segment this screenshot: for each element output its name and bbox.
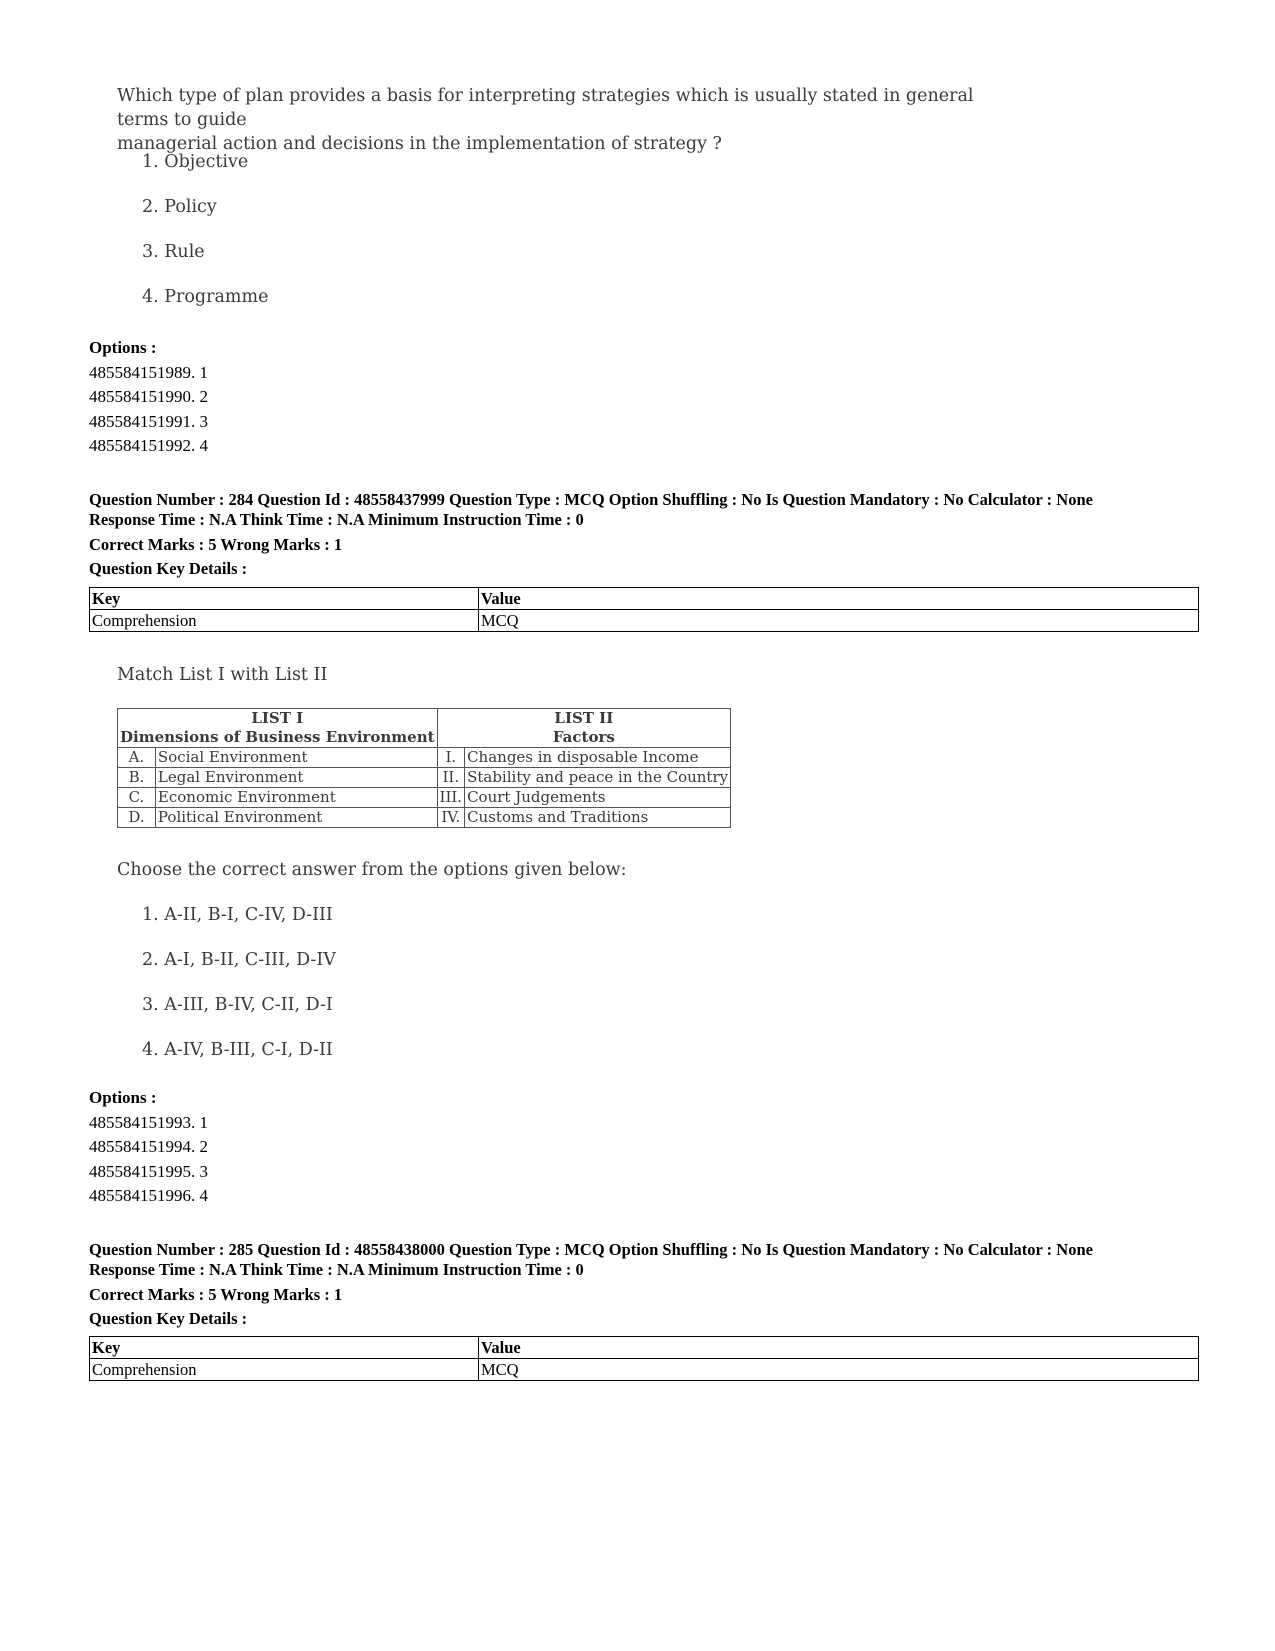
question-text-line: Which type of plan provides a basis for interpreting strategies which is usually stated in general terms to guide <box>117 86 974 130</box>
list1-title: LIST I <box>251 709 304 727</box>
marks-line: Correct Marks : 5 Wrong Marks : 1 <box>89 1285 343 1304</box>
choice-item: 1. Objective <box>142 152 249 172</box>
question-text <box>117 84 1017 156</box>
value-cell: MCQ <box>479 1359 1199 1381</box>
key-header: Key <box>90 588 479 610</box>
options-list <box>89 336 208 459</box>
list2-item: Stability and peace in the Country <box>465 768 731 788</box>
key-cell: Comprehension <box>90 1359 479 1381</box>
key-details-label: Question Key Details : <box>89 1309 248 1328</box>
option-id: 485584151994. 2 <box>89 1137 208 1156</box>
choice-list <box>142 150 268 330</box>
question-meta-line: Response Time : N.A Think Time : N.A Minimum Instruction Time : 0 <box>89 1260 584 1279</box>
choice-item: 4. Programme <box>142 287 269 307</box>
question-meta-line: Question Number : 284 Question Id : 48558437999 Question Type : MCQ Option Shuffling : No Is Question Mandatory : No Calculator : None <box>89 490 1093 509</box>
choice-item: 2. Policy <box>142 197 217 217</box>
match-row <box>118 768 731 788</box>
list2-subtitle: Factors <box>552 728 615 746</box>
question-text-line: managerial action and decisions in the implementation of strategy ? <box>117 134 722 154</box>
option-id: 485584151991. 3 <box>89 411 208 431</box>
list1-item: Political Environment <box>155 808 437 828</box>
option-id: 485584151993. 1 <box>89 1112 208 1132</box>
choose-instruction: Choose the correct answer from the options given below: <box>117 860 627 880</box>
list1-letter: D. <box>118 808 156 828</box>
match-row <box>118 808 731 828</box>
value-cell: MCQ <box>479 610 1199 632</box>
list1-letter: B. <box>118 768 156 788</box>
match-title: Match List I with List II <box>117 665 328 685</box>
match-row <box>118 788 731 808</box>
question-meta-line: Question Number : 285 Question Id : 48558438000 Question Type : MCQ Option Shuffling : No Is Question Mandatory : No Calculator : None <box>89 1240 1093 1259</box>
list2-item: Changes in disposable Income <box>465 748 731 768</box>
question-meta <box>89 1240 1199 1331</box>
choice-list <box>142 903 336 1083</box>
list2-title: LIST II <box>554 709 614 727</box>
list2-item: Customs and Traditions <box>465 808 731 828</box>
key-details-table <box>89 587 1199 632</box>
choice-item: 2. A-I, B-II, C-III, D-IV <box>142 950 336 970</box>
option-id: 485584151989. 1 <box>89 362 208 382</box>
option-id: 485584151990. 2 <box>89 387 208 406</box>
list2-numeral: I. <box>437 748 465 768</box>
list2-numeral: IV. <box>437 808 465 828</box>
question-meta-line: Response Time : N.A Think Time : N.A Minimum Instruction Time : 0 <box>89 510 584 529</box>
match-row <box>118 748 731 768</box>
option-id: 485584151995. 3 <box>89 1161 208 1181</box>
list1-letter: A. <box>118 748 156 768</box>
list2-header <box>437 709 731 748</box>
list2-item: Court Judgements <box>465 788 731 808</box>
marks-line: Correct Marks : 5 Wrong Marks : 1 <box>89 535 343 554</box>
list1-subtitle: Dimensions of Business Environment <box>120 728 435 746</box>
choice-item: 3. A-III, B-IV, C-II, D-I <box>142 995 333 1015</box>
list2-numeral: II. <box>437 768 465 788</box>
choice-item: 4. A-IV, B-III, C-I, D-II <box>142 1040 333 1060</box>
value-header: Value <box>479 1337 1199 1359</box>
choice-item: 3. Rule <box>142 242 205 262</box>
key-details-label: Question Key Details : <box>89 559 248 578</box>
question-meta <box>89 490 1199 581</box>
match-table <box>117 708 731 828</box>
list1-header <box>118 709 438 748</box>
list2-numeral: III. <box>437 788 465 808</box>
option-id: 485584151996. 4 <box>89 1186 208 1205</box>
options-label: Options : <box>89 338 157 357</box>
key-details-table <box>89 1336 1199 1381</box>
options-label: Options : <box>89 1088 157 1107</box>
option-id: 485584151992. 4 <box>89 436 208 455</box>
list1-letter: C. <box>118 788 156 808</box>
list1-item: Legal Environment <box>155 768 437 788</box>
options-list <box>89 1086 208 1209</box>
key-cell: Comprehension <box>90 610 479 632</box>
list1-item: Economic Environment <box>155 788 437 808</box>
value-header: Value <box>479 588 1199 610</box>
list1-item: Social Environment <box>155 748 437 768</box>
key-header: Key <box>90 1337 479 1359</box>
choice-item: 1. A-II, B-I, C-IV, D-III <box>142 905 333 925</box>
